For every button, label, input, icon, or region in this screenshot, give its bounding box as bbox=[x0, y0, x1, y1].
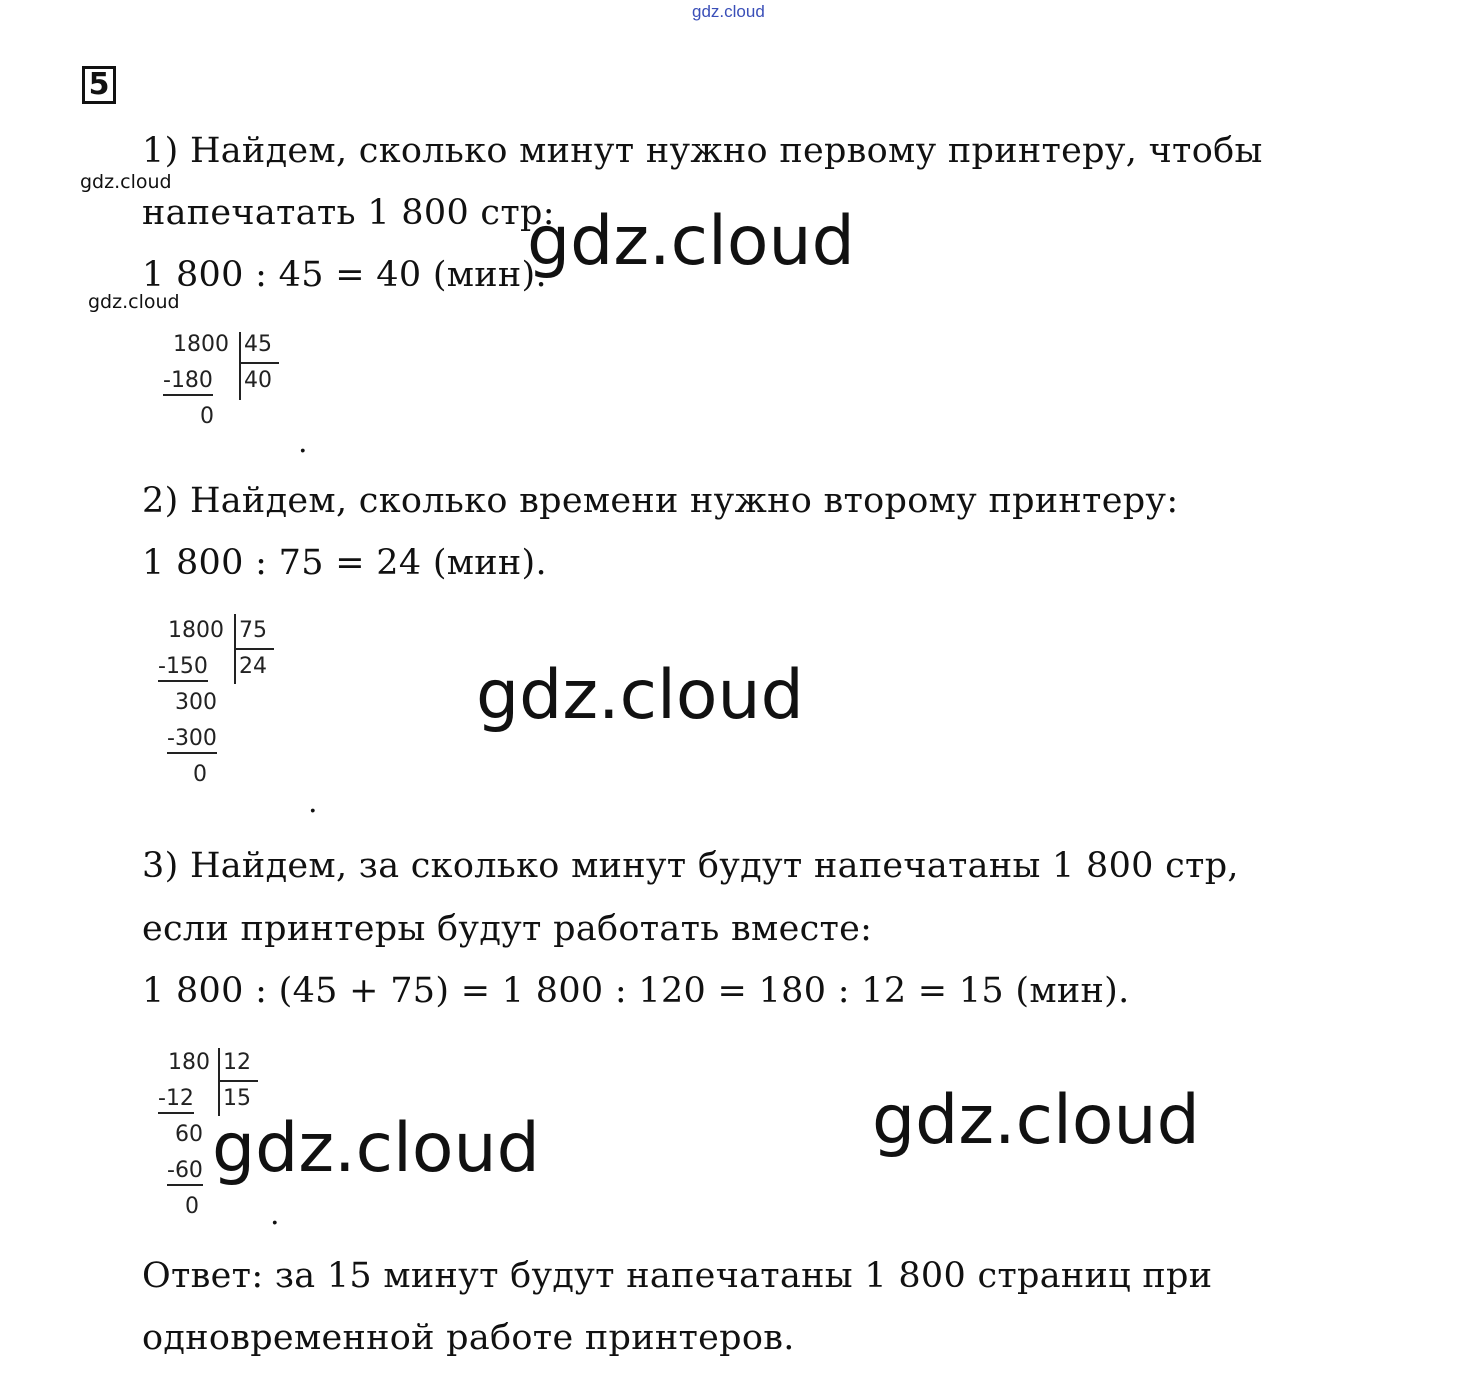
subtrahend: -180 bbox=[163, 368, 213, 396]
divisor: 12 bbox=[223, 1050, 251, 1075]
partial-dividend: 300 bbox=[175, 690, 217, 715]
partial-dividend: 60 bbox=[175, 1122, 203, 1147]
division-bar-vertical bbox=[218, 1048, 220, 1116]
step2-line1: 2) Найдем, сколько времени нужно второму принтеру: bbox=[142, 481, 1179, 521]
watermark-big: gdz.cloud bbox=[476, 656, 804, 735]
watermark-big: gdz.cloud bbox=[527, 202, 855, 281]
step3-line2: если принтеры будут работать вместе: bbox=[142, 909, 873, 949]
answer-line1: Ответ: за 15 минут будут напечатаны 1 800 страниц при bbox=[142, 1256, 1213, 1296]
step2-equation: 1 800 : 75 = 24 (мин). bbox=[142, 543, 547, 583]
remainder: 0 bbox=[185, 1194, 199, 1219]
task-number: 5 bbox=[82, 66, 116, 104]
subtrahend: -150 bbox=[158, 654, 208, 682]
step3-equation: 1 800 : (45 + 75) = 1 800 : 120 = 180 : 12 = 15 (мин). bbox=[142, 971, 1130, 1011]
remainder: 0 bbox=[193, 762, 207, 787]
watermark-big: gdz.cloud bbox=[212, 1109, 540, 1188]
subtrahend: -60 bbox=[167, 1158, 203, 1186]
end-dot: . bbox=[270, 1197, 280, 1232]
subtrahend: -300 bbox=[167, 726, 217, 754]
end-dot: . bbox=[308, 785, 318, 820]
dividend: 180 bbox=[168, 1050, 210, 1075]
quotient: 40 bbox=[244, 368, 272, 393]
dividend: 1800 bbox=[168, 618, 224, 643]
step1-equation: 1 800 : 45 = 40 (мин). bbox=[142, 255, 547, 295]
watermark-big: gdz.cloud bbox=[872, 1081, 1200, 1160]
step1-line2: напечатать 1 800 стр: bbox=[142, 193, 555, 233]
watermark-top: gdz.cloud bbox=[692, 2, 765, 21]
end-dot: . bbox=[298, 425, 308, 460]
watermark-small: gdz.cloud bbox=[80, 171, 172, 193]
division-bar-horizontal bbox=[218, 1080, 258, 1082]
division-bar-horizontal bbox=[239, 362, 279, 364]
answer-line2: одновременной работе принтеров. bbox=[142, 1318, 795, 1358]
quotient: 15 bbox=[223, 1086, 251, 1111]
step3-line1: 3) Найдем, за сколько минут будут напечатаны 1 800 стр, bbox=[142, 846, 1239, 886]
divisor: 45 bbox=[244, 332, 272, 357]
subtrahend: -12 bbox=[158, 1086, 194, 1114]
division-bar-vertical bbox=[239, 332, 241, 400]
quotient: 24 bbox=[239, 654, 267, 679]
dividend: 1800 bbox=[173, 332, 229, 357]
step1-line1: 1) Найдем, сколько минут нужно первому принтеру, чтобы bbox=[142, 131, 1263, 171]
remainder: 0 bbox=[200, 404, 214, 429]
division-bar-horizontal bbox=[234, 648, 274, 650]
divisor: 75 bbox=[239, 618, 267, 643]
watermark-small: gdz.cloud bbox=[88, 291, 180, 313]
